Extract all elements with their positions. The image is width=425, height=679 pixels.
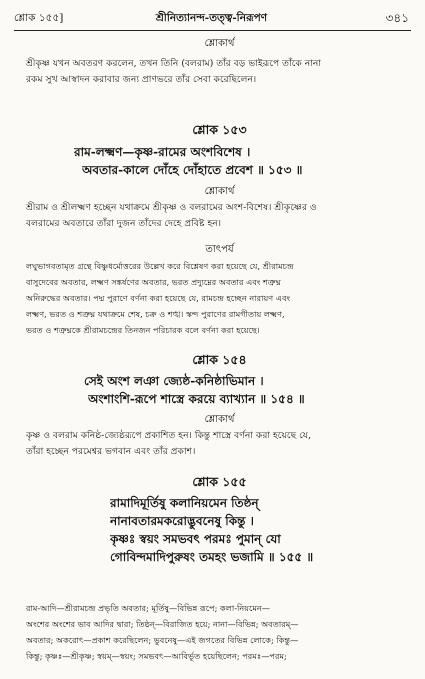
- verse-text-153: [74, 143, 409, 179]
- verse-number-153: শ্লোক ১৫৩: [192, 122, 247, 137]
- page-number: ৩৪১: [385, 11, 409, 25]
- text-line: অনিরুদ্ধের অবতার। পদ্ম পুরাণে বর্ণনা করা হয়েছে যে, রামচন্দ্র হচ্ছেন নারায়ণ এবং: [26, 293, 291, 303]
- translation-text-152: [26, 56, 409, 88]
- synonyms-155: [26, 600, 409, 664]
- section-translation-152: [30, 36, 409, 53]
- text-line: ভরত ও শত্রুঘ্নকে শ্রীরামচন্দ্রের তিনজন পরিচারক বলে বর্ণনা করা হয়েছে।: [26, 325, 260, 335]
- text-line: বলরামের অবতারে তাঁরা দুজন তাঁদের দেহে প্রবিষ্ট হন।: [26, 218, 222, 229]
- text-line: রকম সুখ আস্বাদন করাবার জন্য প্রাণভরে তাঁর সেবা করেছিলেন।: [26, 74, 257, 85]
- text-line: অবতার; অকরোৎ—প্রকাশ করেছিলেন; ভুবনেষু—এই জগতের বিভিন্ন লোকে; কিন্তু—: [26, 635, 299, 645]
- text-line: শ্রীকৃষ্ণ যখন অবতরণ করলেন, তখন তিনি (বলরাম) তাঁর বড় ভাইরূপে তাঁকে নানা: [26, 58, 322, 69]
- verse-line: রাম-লক্ষ্মণ—কৃষ্ণ-রামের অংশবিশেষ ।: [74, 145, 251, 159]
- verse-number-154: শ্লোক ১৫৪: [192, 352, 247, 367]
- translation-heading: শ্লোকার্থ: [204, 414, 235, 425]
- text-line: কিন্তু; কৃষ্ণঃ—শ্রীকৃষ্ণ; স্বয়ম্—স্বয়ং; সমভবৎ—আবির্ভূত হয়েছিলেন; পরমঃ—পরম;: [26, 651, 287, 661]
- text-line: অংশের অংশের ভাব আদির দ্বারা; তিষ্ঠন্—বিরাজিত হয়ে; নানা—বিভিন্ন; অবতারম্—: [26, 619, 299, 629]
- verse-line: গোবিন্দমাদিপুরুষং তমহং ভজামি ॥ ১৫৫ ॥: [110, 550, 314, 564]
- text-line: লঘুভাগবতামৃত গ্রন্থে বিষ্ণুধর্মোত্তরের উল্লেখ করে বিশ্লেষণ করা হয়েছে যে, শ্রীরামচন্দ্র: [26, 261, 294, 271]
- verse-number-155: শ্লোক ১৫৫: [192, 474, 247, 489]
- verse-line: রামাদিমূর্তিষু কলানিয়মেন তিষ্ঠন্: [110, 496, 259, 510]
- verse-line: অংশাংশি-রূপে শাস্ত্রে করয়ে ব্যাখ্যান ॥ ১৫৪ ॥: [88, 392, 305, 406]
- purport-text-153: [26, 258, 409, 338]
- translation-heading: শ্লোকার্থ: [204, 38, 235, 49]
- verse-line: সেই অংশ লঞা জ্যেষ্ঠ-কনিষ্ঠাভিমান ।: [84, 374, 264, 388]
- text-line: বাসুদেবের অবতার, লক্ষ্মণ সঙ্কর্ষণের অবতার, ভরত প্রদ্যুম্নের অবতার এবং শত্রুঘ্ন: [26, 277, 281, 287]
- text-line: রাম-আদি—শ্রীরামচন্দ্র প্রভৃতি অবতার; মূর্তিষু—বিভিন্ন রূপে; কলা-নিয়মেন—: [26, 603, 270, 613]
- translation-text-154: [26, 428, 409, 460]
- running-header: [14, 10, 409, 26]
- text-line: লক্ষ্মণ, ভরত ও শত্রুঘ্ন যথাক্রমে শেষ, চক্র ও শঙ্খ। স্কন্দ পুরাণের রামগীতায় লক্ষ্মণ,: [26, 309, 285, 319]
- header-chapter-title: শ্রীনিত্যানন্দ-তত্ত্ব-নিরূপণ: [155, 12, 268, 24]
- verse-text-155: [110, 494, 409, 566]
- translation-text-153: [26, 200, 409, 232]
- translation-heading: শ্লোকার্থ: [204, 186, 235, 197]
- verse-line: কৃষ্ণঃ স্বয়ং সমভবৎ পরমঃ পুমান্ যো: [110, 532, 281, 546]
- header-verse-range: শ্লোক ১৫৫]: [14, 12, 64, 24]
- verse-line: অবতার-কালে দোঁহে দোঁহাতে প্রবেশ ॥ ১৫৩ ॥: [82, 163, 303, 177]
- purport-heading: তাৎপর্য: [205, 244, 234, 255]
- header-rule: [14, 30, 411, 31]
- text-line: কৃষ্ণ ও বলরাম কনিষ্ঠ-জ্যেষ্ঠরূপে প্রকাশিত হন। কিন্তু শাস্ত্রে বর্ণনা করা হয়েছে যে,: [26, 430, 312, 441]
- verse-line: নানাবতারমকরোদ্ভুবনেষু কিন্তু ।: [110, 514, 254, 528]
- verse-text-154: [84, 372, 409, 408]
- text-line: তাঁরা হচ্ছেন পরমেশ্বর ভগবান এবং তাঁর প্রকাশ।: [26, 446, 196, 457]
- text-line: শ্রীরাম ও শ্রীলক্ষ্মণ হচ্ছেন যথাক্রমে শ্রীকৃষ্ণ ও বলরামের অংশ-বিশেষ। শ্রীকৃষ্ণের ও: [26, 202, 317, 213]
